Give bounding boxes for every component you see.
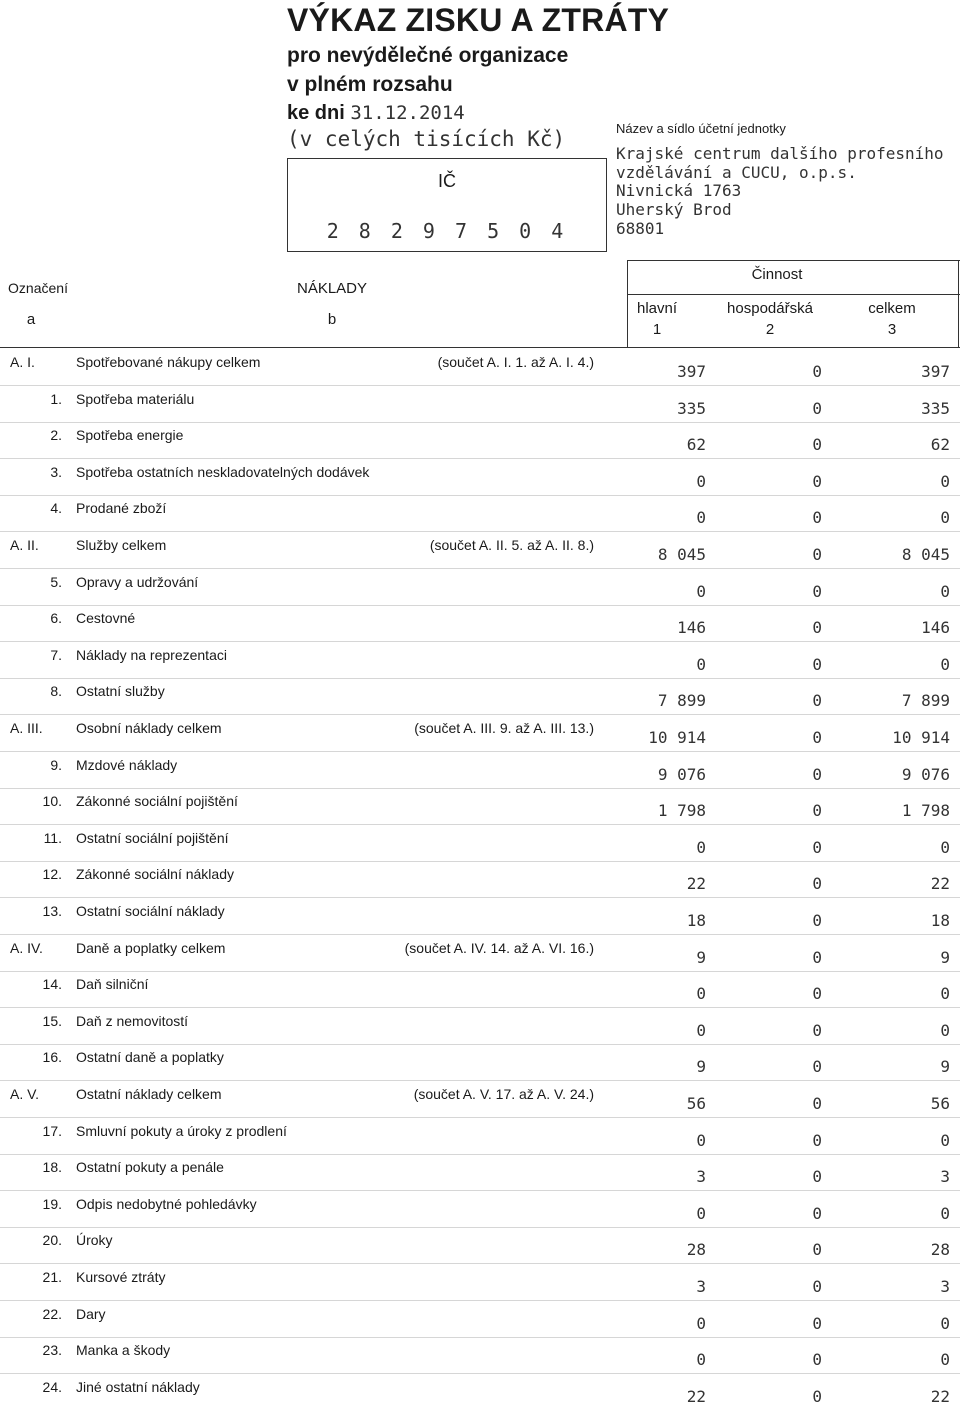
value-hospodarska: 0 xyxy=(812,947,822,967)
value-celkem: 22 xyxy=(930,1386,950,1406)
col-header-celkem-sub: 3 xyxy=(887,321,897,338)
value-hlavni: 18 xyxy=(686,911,706,930)
value-hlavni: 397 xyxy=(677,362,706,381)
value-celkem: 146 xyxy=(921,618,950,638)
table-row xyxy=(0,1082,960,1118)
entity-line: Nivnická 1763 xyxy=(616,181,742,200)
col-header-hospodarska-sub: 2 xyxy=(765,321,775,338)
row-number: 17. xyxy=(42,1122,62,1139)
table-row xyxy=(0,1338,960,1374)
value-celkem: 3 xyxy=(940,1277,950,1296)
row-label: Zákonné sociální pojištění xyxy=(76,793,238,810)
row-label: Služby celkem xyxy=(76,537,167,553)
value-hospodarska: 0 xyxy=(812,874,822,894)
row-label: Osobní náklady celkem xyxy=(76,720,222,736)
value-celkem: 335 xyxy=(921,398,950,418)
row-label: Prodané zboží xyxy=(76,500,167,517)
row-number: 11. xyxy=(43,829,62,846)
value-celkem: 9 xyxy=(940,1057,950,1077)
col-header-hlavni-sub: 1 xyxy=(652,321,662,338)
row-number: 8. xyxy=(50,683,62,700)
table-row xyxy=(0,826,960,862)
value-hospodarska: 0 xyxy=(812,691,822,711)
row-section: A. II. xyxy=(10,537,39,553)
col-header-celkem: celkem xyxy=(868,300,916,317)
value-hlavni: 22 xyxy=(686,1386,706,1406)
value-celkem: 3 xyxy=(940,1167,950,1187)
value-hlavni: 3 xyxy=(696,1167,706,1187)
value-hlavni: 0 xyxy=(696,1020,706,1040)
row-number: 16. xyxy=(42,1049,62,1066)
ic-label: IČ xyxy=(438,171,456,191)
row-number: 1. xyxy=(50,390,62,407)
entity-line: Krajské centrum dalšího profesního xyxy=(616,144,944,163)
value-hlavni: 28 xyxy=(686,1240,706,1260)
row-note: (součet A. IV. 14. až A. VI. 16.) xyxy=(404,939,594,956)
value-hospodarska: 0 xyxy=(812,435,822,455)
value-hlavni: 0 xyxy=(696,837,706,857)
row-label: Daň z nemovitostí xyxy=(76,1012,189,1029)
col-header-naklady-sub: b xyxy=(327,311,337,328)
table-row xyxy=(0,1265,960,1301)
row-number: 23. xyxy=(42,1342,62,1359)
value-hlavni: 0 xyxy=(696,1130,706,1150)
row-note: (součet A. I. 1. až A. I. 4.) xyxy=(437,354,594,370)
table-row xyxy=(0,899,960,935)
value-hospodarska: 0 xyxy=(812,581,822,601)
row-number: 12. xyxy=(42,866,62,883)
row-label: Daň silniční xyxy=(76,976,149,993)
table-row xyxy=(0,716,960,752)
row-label: Manka a škody xyxy=(76,1342,171,1359)
col-header-oznaceni: Označení xyxy=(8,280,68,296)
report-date: 31.12.2014 xyxy=(350,102,465,124)
value-celkem: 7 899 xyxy=(901,691,950,711)
value-hospodarska: 0 xyxy=(812,1240,822,1260)
value-celkem: 9 xyxy=(940,947,950,967)
value-celkem: 8 045 xyxy=(901,545,950,564)
value-hospodarska: 0 xyxy=(812,1020,822,1040)
value-hospodarska: 0 xyxy=(812,654,822,674)
value-hospodarska: 0 xyxy=(812,1386,822,1406)
table-row xyxy=(0,789,960,825)
row-number: 5. xyxy=(50,573,62,590)
header-bottom-rule xyxy=(0,347,960,348)
row-label: Spotřebované nákupy celkem xyxy=(76,354,261,370)
row-number: 14. xyxy=(42,976,62,993)
value-celkem: 0 xyxy=(940,1350,950,1370)
value-hlavni: 0 xyxy=(696,984,706,1004)
col-header-hospodarska: hospodářská xyxy=(727,300,813,317)
row-number: 9. xyxy=(50,756,62,773)
row-label: Spotřeba materiálu xyxy=(76,390,195,407)
value-hospodarska: 0 xyxy=(812,911,822,930)
value-hospodarska: 0 xyxy=(812,508,822,528)
value-hlavni: 0 xyxy=(696,1203,706,1223)
row-number: 18. xyxy=(42,1159,62,1176)
header-rule xyxy=(627,260,960,261)
row-label: Ostatní služby xyxy=(76,683,165,700)
value-hospodarska: 0 xyxy=(812,984,822,1004)
row-label: Ostatní náklady celkem xyxy=(76,1086,222,1102)
row-note: (součet A. III. 9. až A. III. 13.) xyxy=(414,720,594,736)
col-header-oznaceni-sub: a xyxy=(26,311,36,328)
value-hlavni: 0 xyxy=(696,508,706,528)
row-label: Zákonné sociální náklady xyxy=(76,866,234,883)
value-hlavni: 7 899 xyxy=(657,691,706,711)
row-number: 20. xyxy=(42,1232,62,1249)
value-hospodarska: 0 xyxy=(812,471,822,491)
row-number: 15. xyxy=(42,1012,62,1029)
value-celkem: 0 xyxy=(940,1020,950,1040)
value-hlavni: 10 914 xyxy=(648,728,706,747)
value-celkem: 62 xyxy=(930,435,950,455)
table-row xyxy=(0,387,960,423)
table-row xyxy=(0,643,960,679)
row-section: A. I. xyxy=(10,354,35,370)
value-hospodarska: 0 xyxy=(812,398,822,418)
value-hlavni: 9 xyxy=(696,1057,706,1077)
value-celkem: 0 xyxy=(940,1203,950,1223)
table-row xyxy=(0,679,960,715)
header-rule xyxy=(958,260,959,347)
value-hospodarska: 0 xyxy=(812,1203,822,1223)
value-hospodarska: 0 xyxy=(812,1277,822,1296)
row-number: 3. xyxy=(50,463,62,480)
row-section: A. IV. xyxy=(10,939,43,956)
row-label: Kursové ztráty xyxy=(76,1269,166,1285)
value-celkem: 397 xyxy=(921,362,950,381)
value-celkem: 0 xyxy=(940,508,950,528)
table-row xyxy=(0,753,960,789)
entity-line: 68801 xyxy=(616,219,665,238)
table-row xyxy=(0,1119,960,1155)
value-hlavni: 22 xyxy=(686,874,706,894)
value-celkem: 28 xyxy=(930,1240,950,1260)
row-label: Cestovné xyxy=(76,610,136,627)
report-date-line xyxy=(287,102,465,125)
row-section: A. III. xyxy=(10,720,43,736)
value-celkem: 0 xyxy=(940,984,950,1004)
col-header-naklady: NÁKLADY xyxy=(296,280,368,297)
value-celkem: 22 xyxy=(930,874,950,894)
value-celkem: 0 xyxy=(940,581,950,601)
value-hospodarska: 0 xyxy=(812,1094,822,1113)
row-label: Daně a poplatky celkem xyxy=(76,939,226,956)
row-label: Odpis nedobytné pohledávky xyxy=(76,1195,257,1212)
table-row xyxy=(0,1375,960,1411)
table-row xyxy=(0,1302,960,1338)
row-label: Úroky xyxy=(76,1232,113,1249)
row-label: Spotřeba ostatních neskladovatelných dodávek xyxy=(76,463,370,480)
value-hospodarska: 0 xyxy=(812,728,822,747)
row-number: 6. xyxy=(50,610,62,627)
table-row xyxy=(0,1155,960,1191)
row-note: (součet A. V. 17. až A. V. 24.) xyxy=(413,1086,594,1102)
report-subtitle-1: pro nevýdělečné organizace xyxy=(287,44,569,67)
value-hospodarska: 0 xyxy=(812,1313,822,1333)
table-row xyxy=(0,1045,960,1081)
value-hlavni: 56 xyxy=(686,1094,706,1113)
value-hlavni: 0 xyxy=(696,654,706,674)
ic-value: 2 8 2 9 7 5 0 4 xyxy=(326,219,568,243)
table-row xyxy=(0,1192,960,1228)
table-row xyxy=(0,1228,960,1264)
value-hlavni: 1 798 xyxy=(657,801,706,821)
value-hospodarska: 0 xyxy=(812,837,822,857)
table-row xyxy=(0,423,960,459)
value-hlavni: 9 xyxy=(696,947,706,967)
row-number: 13. xyxy=(42,903,62,919)
value-hlavni: 0 xyxy=(696,1350,706,1370)
ic-box xyxy=(287,158,607,252)
value-hospodarska: 0 xyxy=(812,801,822,821)
table-row xyxy=(0,533,960,569)
value-hlavni: 62 xyxy=(686,435,706,455)
report-title: VÝKAZ ZISKU A ZTRÁTY xyxy=(287,2,670,38)
row-label: Opravy a udržování xyxy=(76,573,199,590)
value-hlavni: 8 045 xyxy=(657,545,706,564)
entity-line: Uherský Brod xyxy=(616,200,732,219)
entity-line: vzdělávání a CUCU, o.p.s. xyxy=(616,163,857,182)
table-row xyxy=(0,460,960,496)
value-celkem: 0 xyxy=(940,1130,950,1150)
row-number: 10. xyxy=(42,793,62,810)
header-rule xyxy=(627,294,960,295)
value-hlavni: 3 xyxy=(696,1277,706,1296)
row-label: Ostatní sociální pojištění xyxy=(76,829,229,846)
row-label: Ostatní sociální náklady xyxy=(76,903,225,919)
value-celkem: 1 798 xyxy=(901,801,950,821)
value-celkem: 10 914 xyxy=(892,728,950,747)
entity-label: Název a sídlo účetní jednotky xyxy=(616,121,786,136)
value-hlavni: 9 076 xyxy=(657,764,706,784)
row-note: (součet A. II. 5. až A. II. 8.) xyxy=(429,537,594,553)
row-number: 4. xyxy=(50,500,62,517)
report-units: (v celých tisících Kč) xyxy=(287,127,566,151)
value-celkem: 0 xyxy=(940,837,950,857)
value-hlavni: 335 xyxy=(677,398,706,418)
value-hlavni: 0 xyxy=(696,1313,706,1333)
row-label: Spotřeba energie xyxy=(76,427,184,444)
value-hlavni: 146 xyxy=(677,618,706,638)
value-hospodarska: 0 xyxy=(812,1167,822,1187)
row-label: Ostatní daně a poplatky xyxy=(76,1049,224,1066)
row-number: 19. xyxy=(42,1195,62,1212)
table-row xyxy=(0,936,960,972)
value-hospodarska: 0 xyxy=(812,545,822,564)
value-celkem: 0 xyxy=(940,654,950,674)
col-header-cinnost: Činnost xyxy=(751,266,803,283)
row-label: Smluvní pokuty a úroky z prodlení xyxy=(76,1122,287,1139)
row-label: Náklady na reprezentaci xyxy=(76,646,227,663)
row-number: 24. xyxy=(42,1378,62,1395)
value-hospodarska: 0 xyxy=(812,618,822,638)
table-row xyxy=(0,496,960,532)
col-header-hlavni: hlavní xyxy=(636,300,678,317)
value-celkem: 9 076 xyxy=(901,764,950,784)
report-subtitle-2: v plném rozsahu xyxy=(287,73,453,96)
value-hospodarska: 0 xyxy=(812,1057,822,1077)
value-hlavni: 0 xyxy=(696,581,706,601)
row-label: Dary xyxy=(76,1305,106,1322)
table-row xyxy=(0,570,960,606)
value-celkem: 56 xyxy=(930,1094,950,1113)
value-celkem: 0 xyxy=(940,471,950,491)
row-number: 2. xyxy=(50,427,62,444)
date-prefix: ke dni xyxy=(287,102,345,124)
row-number: 7. xyxy=(50,646,62,663)
value-hospodarska: 0 xyxy=(812,362,822,381)
table-row xyxy=(0,1009,960,1045)
table-row xyxy=(0,862,960,898)
value-hospodarska: 0 xyxy=(812,764,822,784)
table-row xyxy=(0,606,960,642)
row-section: A. V. xyxy=(10,1086,40,1102)
row-label: Jiné ostatní náklady xyxy=(76,1378,200,1395)
value-hlavni: 0 xyxy=(696,471,706,491)
table-row xyxy=(0,350,960,386)
table-row xyxy=(0,972,960,1008)
value-celkem: 0 xyxy=(940,1313,950,1333)
row-number: 22. xyxy=(42,1305,62,1322)
row-label: Ostatní pokuty a penále xyxy=(76,1159,224,1176)
row-number: 21. xyxy=(42,1269,62,1285)
value-hospodarska: 0 xyxy=(812,1130,822,1150)
value-celkem: 18 xyxy=(930,911,950,930)
row-label: Mzdové náklady xyxy=(76,756,178,773)
value-hospodarska: 0 xyxy=(812,1350,822,1370)
